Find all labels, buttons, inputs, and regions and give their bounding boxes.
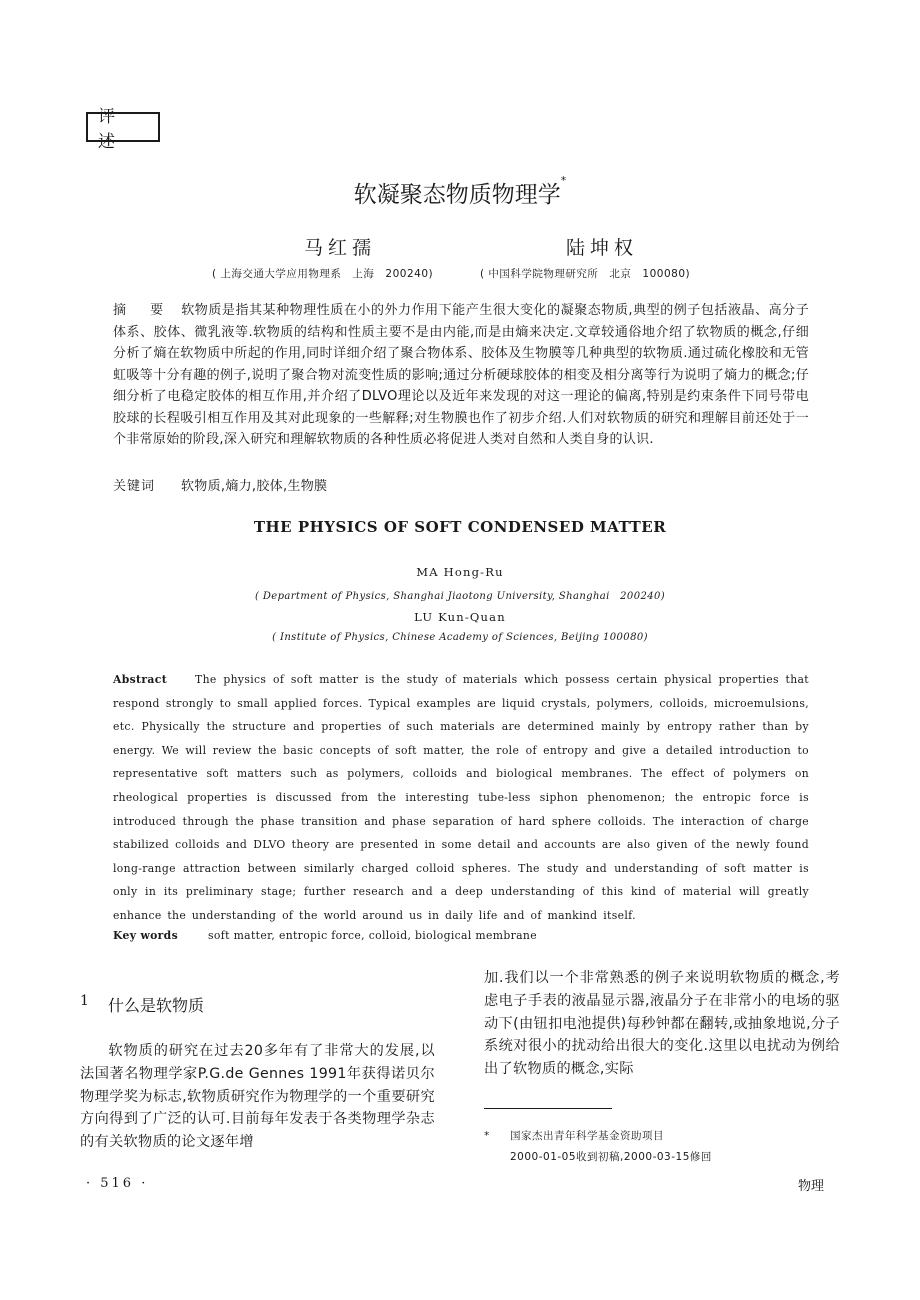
footnote-rule: [484, 1108, 612, 1109]
keywords-zh-label: 关键词: [113, 479, 156, 494]
affiliation-en-2: [0, 632, 920, 643]
affiliation-en-2-text: ( Institute of Physics, Chinese Academy of Sciences, Beijing 100080): [272, 632, 648, 643]
section-number: 1: [80, 993, 89, 1009]
section-tag: 评 述: [86, 112, 160, 142]
title-text: 软凝聚态物质物理学: [353, 182, 561, 208]
footnote-line-1: [484, 1128, 664, 1143]
abstract-en-label: Abstract: [113, 673, 168, 686]
author-en-2: LU Kun-Quan: [414, 610, 506, 624]
abstract-zh: [113, 300, 809, 451]
abstract-zh-label: 摘 要: [113, 303, 174, 318]
keywords-en: [113, 929, 537, 942]
title-footnote-mark: *: [560, 174, 567, 187]
page-title: [0, 176, 920, 209]
keywords-zh: [113, 475, 327, 494]
abstract-en: [113, 668, 809, 928]
body-paragraph-left: 软物质的研究在过去20多年有了非常大的发展,以法国著名物理学家P.G.de Gennes 1991年获得诺贝尔物理学奖为标志,软物质研究作为物理学的一个重要研究方向得到了广泛的认可.目前每年发表于各类物理学杂志的有关软物质的论文逐年增: [80, 1043, 435, 1151]
author-zh-2: 陆坤权: [566, 237, 639, 259]
keywords-en-label: Key words: [113, 929, 179, 942]
keywords-zh-text: 软物质,熵力,胶体,生物膜: [181, 479, 328, 494]
affiliation-en-1-text: ( Department of Physics, Shanghai Jiaotong University, Shanghai 200240): [254, 591, 666, 602]
footnote-dates: 2000-01-05收到初稿,2000-03-15修回: [510, 1151, 712, 1163]
affiliation-zh-1: ( 上海交通大学应用物理系 上海 200240): [212, 268, 434, 280]
footnote-funding: 国家杰出青年科学基金资助项目: [510, 1130, 664, 1142]
author-zh-1: 马红孺: [304, 237, 377, 259]
english-title: THE PHYSICS OF SOFT CONDENSED MATTER: [253, 518, 667, 536]
affiliation-zh-2: ( 中国科学院物理研究所 北京 100080): [480, 268, 691, 280]
body-paragraph-right: 加.我们以一个非常熟悉的例子来说明软物质的概念,考虑电子手表的液晶显示器,液晶分子在非常小的电场的驱动下(由钮扣电池提供)每秒钟都在翻转,或抽象地说,分子系统对很小的扰动给出很大的变化.这里以电扰动为例给出了软物质的概念,实际: [484, 970, 840, 1078]
abstract-en-text: The physics of soft matter is the study of materials which possess certain physical properties that respond strongly to small applied forces. Typical examples are liquid crystals, polymers, colloids, microemulsions, etc. Physically the structure and properties of such materials are determined mainly by entropy rather than by energy. We will review the basic concepts of soft matter, the role of entropy and give a detailed introduction to representative soft matters such as polymers, colloids and biological membranes. The effect of polymers on rheological properties is discussed from the interesting tube-less siphon phenomenon; the entropic force is introduced through the phase transition and phase separation of hard sphere colloids. The interaction of charge stabilized colloids and DLVO theory are presented in some detail and accounts are also given of the newly found long-range attraction between similarly charged colloid spheres. The study and understanding of soft matter is only in its preliminary stage; further research and a deep understanding of this kind of material will greatly enhance the understanding of the world around us in daily life and of mankind itself.: [113, 673, 809, 922]
affiliation-en-1: [0, 587, 920, 602]
keywords-en-text: soft matter, entropic force, colloid, biological membrane: [208, 929, 537, 942]
section-title: 什么是软物质: [108, 996, 205, 1015]
footnote-mark: *: [484, 1130, 490, 1142]
journal-name: 物理: [798, 1179, 825, 1194]
author-en-1: MA Hong-Ru: [416, 565, 504, 579]
abstract-zh-text: 软物质是指其某种物理性质在小的外力作用下能产生很大变化的凝聚态物质,典型的例子包括液晶、高分子体系、胶体、微乳液等.软物质的结构和性质主要不是由内能,而是由熵来决定.文章较通俗地介绍了软物质的概念,仔细分析了熵在软物质中所起的作用,同时详细介绍了聚合物体系、胶体及生物膜等几种典型的软物质.通过硫化橡胶和无管虹吸等十分有趣的例子,说明了聚合物对流变性质的影响;通过分析硬球胶体的相变及相分离等行为说明了熵力的概念;仔细分析了电稳定胶体的相互作用,并介绍了DLVO理论以及近年来发现的对这一理论的偏离,特别是约束条件下同号带电胶球的长程吸引相互作用及其对此现象的一些解释;对生物膜也作了初步介绍.人们对软物质的研究和理解目前还处于一个非常原始的阶段,深入研究和理解软物质的各种性质必将促进人类对自然和人类自身的认识.: [113, 303, 809, 447]
section-heading: [80, 993, 435, 1016]
page-number: · 516 ·: [86, 1176, 149, 1191]
